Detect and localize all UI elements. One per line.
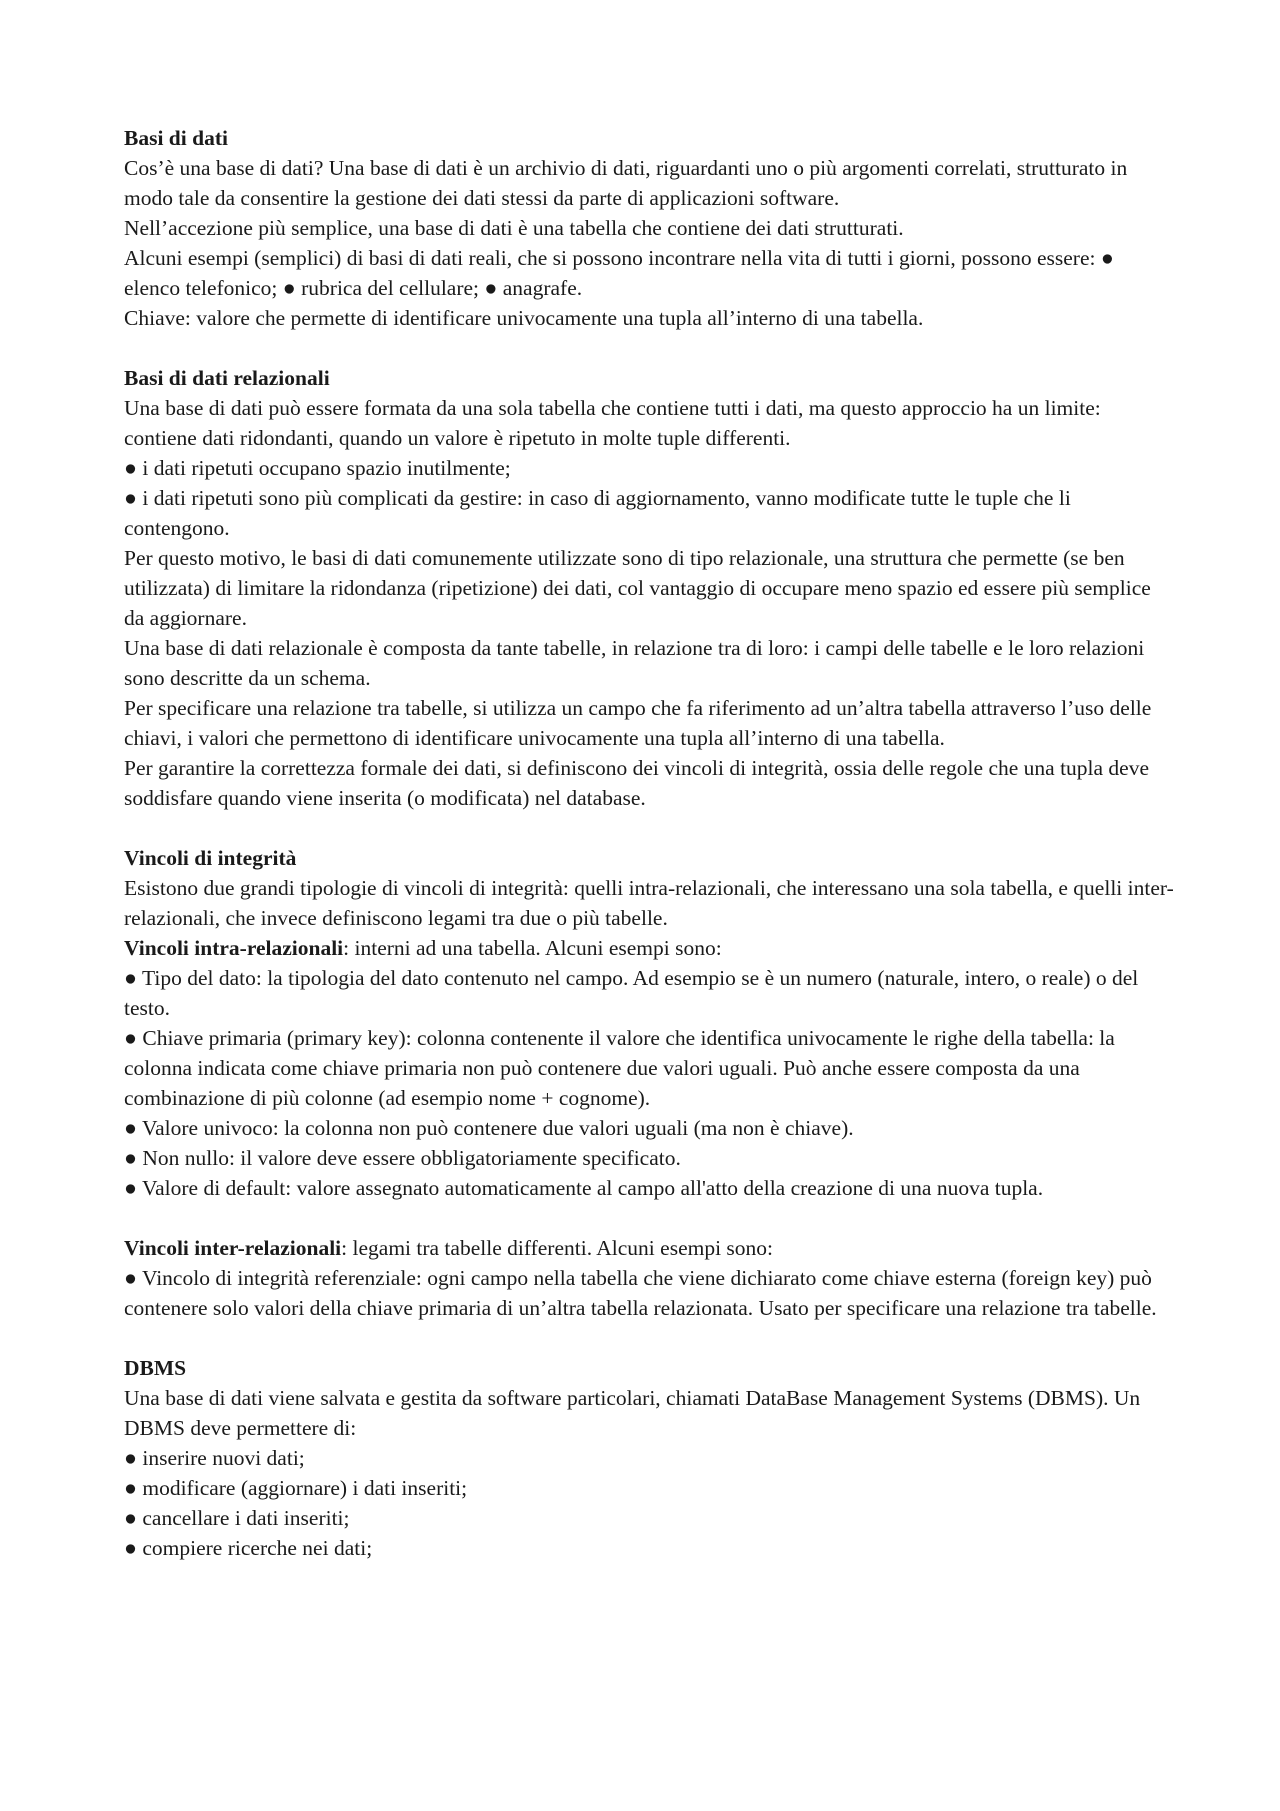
section-vincoli [124,843,1174,1203]
bullet-item: ● Tipo del dato: la tipologia del dato contenuto nel campo. Ad esempio se è un numero (naturale, intero, o reale) o del testo. [124,966,1139,1020]
bullet-item: ● cancellare i dati inseriti; [124,1506,350,1530]
paragraph: Esistono due grandi tipologie di vincoli di integrità: quelli intra-relazionali, che interessano una sola tabella, e quelli inter-relazionali, che invece definiscono legami tra due o più tabelle. [124,876,1174,930]
section-heading: Basi di dati [124,126,228,150]
section-relazionali [124,363,1174,813]
section-heading: Vincoli di integrità [124,846,297,870]
paragraph: Una base di dati relazionale è composta da tante tabelle, in relazione tra di loro: i campi delle tabelle e le loro relazioni sono descritte da un schema. [124,636,1145,690]
bullet-item: ● compiere ricerche nei dati; [124,1536,373,1560]
paragraph: Cos’è una base di dati? Una base di dati è un archivio di dati, riguardanti uno o più argomenti correlati, strutturato in modo tale da consentire la gestione dei dati stessi da parte di applicazioni software. [124,156,1128,210]
paragraph: Una base di dati può essere formata da una sola tabella che contiene tutti i dati, ma questo approccio ha un limite: contiene dati ridondanti, quando un valore è ripetuto in molte tuple differenti. [124,396,1101,450]
bullet-item: ● Valore di default: valore assegnato automaticamente al campo all'atto della creazione di una nuova tupla. [124,1176,1044,1200]
bullet-item: ● Non nullo: il valore deve essere obbligatoriamente specificato. [124,1146,681,1170]
section-inter [124,1233,1174,1323]
bullet-item: ● Chiave primaria (primary key): colonna contenente il valore che identifica univocamente le righe della tabella: la colonna indicata come chiave primaria non può contenere due valori uguali. Può anche essere composta da una combinazione di più colonne (ad esempio nome + cognome). [124,1026,1115,1110]
paragraph: Chiave: valore che permette di identificare univocamente una tupla all’interno di una tabella. [124,306,924,330]
bullet-item: ● Valore univoco: la colonna non può contenere due valori uguali (ma non è chiave). [124,1116,854,1140]
paragraph: Per questo motivo, le basi di dati comunemente utilizzate sono di tipo relazionale, una struttura che permette (se ben utilizzata) di limitare la ridondanza (ripetizione) dei dati, col vantaggio di occupare meno spazio ed essere più semplice da aggiornare. [124,546,1151,630]
intra-relazionali-intro [124,933,1174,963]
bullet-item: ● Vincolo di integrità referenziale: ogni campo nella tabella che viene dichiarato come chiave esterna (foreign key) può contenere solo valori della chiave primaria di un’altra tabella relazionata. Usato per specificare una relazione tra tabelle. [124,1266,1157,1320]
bullet-item: ● modificare (aggiornare) i dati inseriti; [124,1476,468,1500]
paragraph: Una base di dati viene salvata e gestita da software particolari, chiamati DataBase Management Systems (DBMS). Un DBMS deve permettere di: [124,1386,1141,1440]
term-text: : interni ad una tabella. Alcuni esempi sono: [343,936,722,960]
section-dbms [124,1353,1174,1563]
section-heading: Basi di dati relazionali [124,366,330,390]
bullet-item: ● i dati ripetuti occupano spazio inutilmente; [124,456,511,480]
inter-relazionali-intro [124,1233,1174,1263]
document-page [124,123,1174,1563]
section-basi-di-dati [124,123,1174,333]
paragraph: Per garantire la correttezza formale dei dati, si definiscono dei vincoli di integrità, ossia delle regole che una tupla deve soddisfare quando viene inserita (o modificata) nel database. [124,756,1150,810]
term-label: Vincoli intra-relazionali [124,936,344,960]
paragraph: Nell’accezione più semplice, una base di dati è una tabella che contiene dei dati strutturati. [124,216,904,240]
bullet-item: ● inserire nuovi dati; [124,1446,305,1470]
term-label: Vincoli inter-relazionali [124,1236,342,1260]
paragraph: Per specificare una relazione tra tabelle, si utilizza un campo che fa riferimento ad un’altra tabella attraverso l’uso delle chiavi, i valori che permettono di identificare univocamente una tupla all’interno di una tabella. [124,696,1152,750]
term-text: : legami tra tabelle differenti. Alcuni esempi sono: [341,1236,774,1260]
section-heading: DBMS [124,1356,187,1380]
paragraph: Alcuni esempi (semplici) di basi di dati reali, che si possono incontrare nella vita di tutti i giorni, possono essere: ● elenco telefonico; ● rubrica del cellulare; ● anagrafe. [124,246,1114,300]
bullet-item: ● i dati ripetuti sono più complicati da gestire: in caso di aggiornamento, vanno modificate tutte le tuple che li contengono. [124,486,1071,540]
